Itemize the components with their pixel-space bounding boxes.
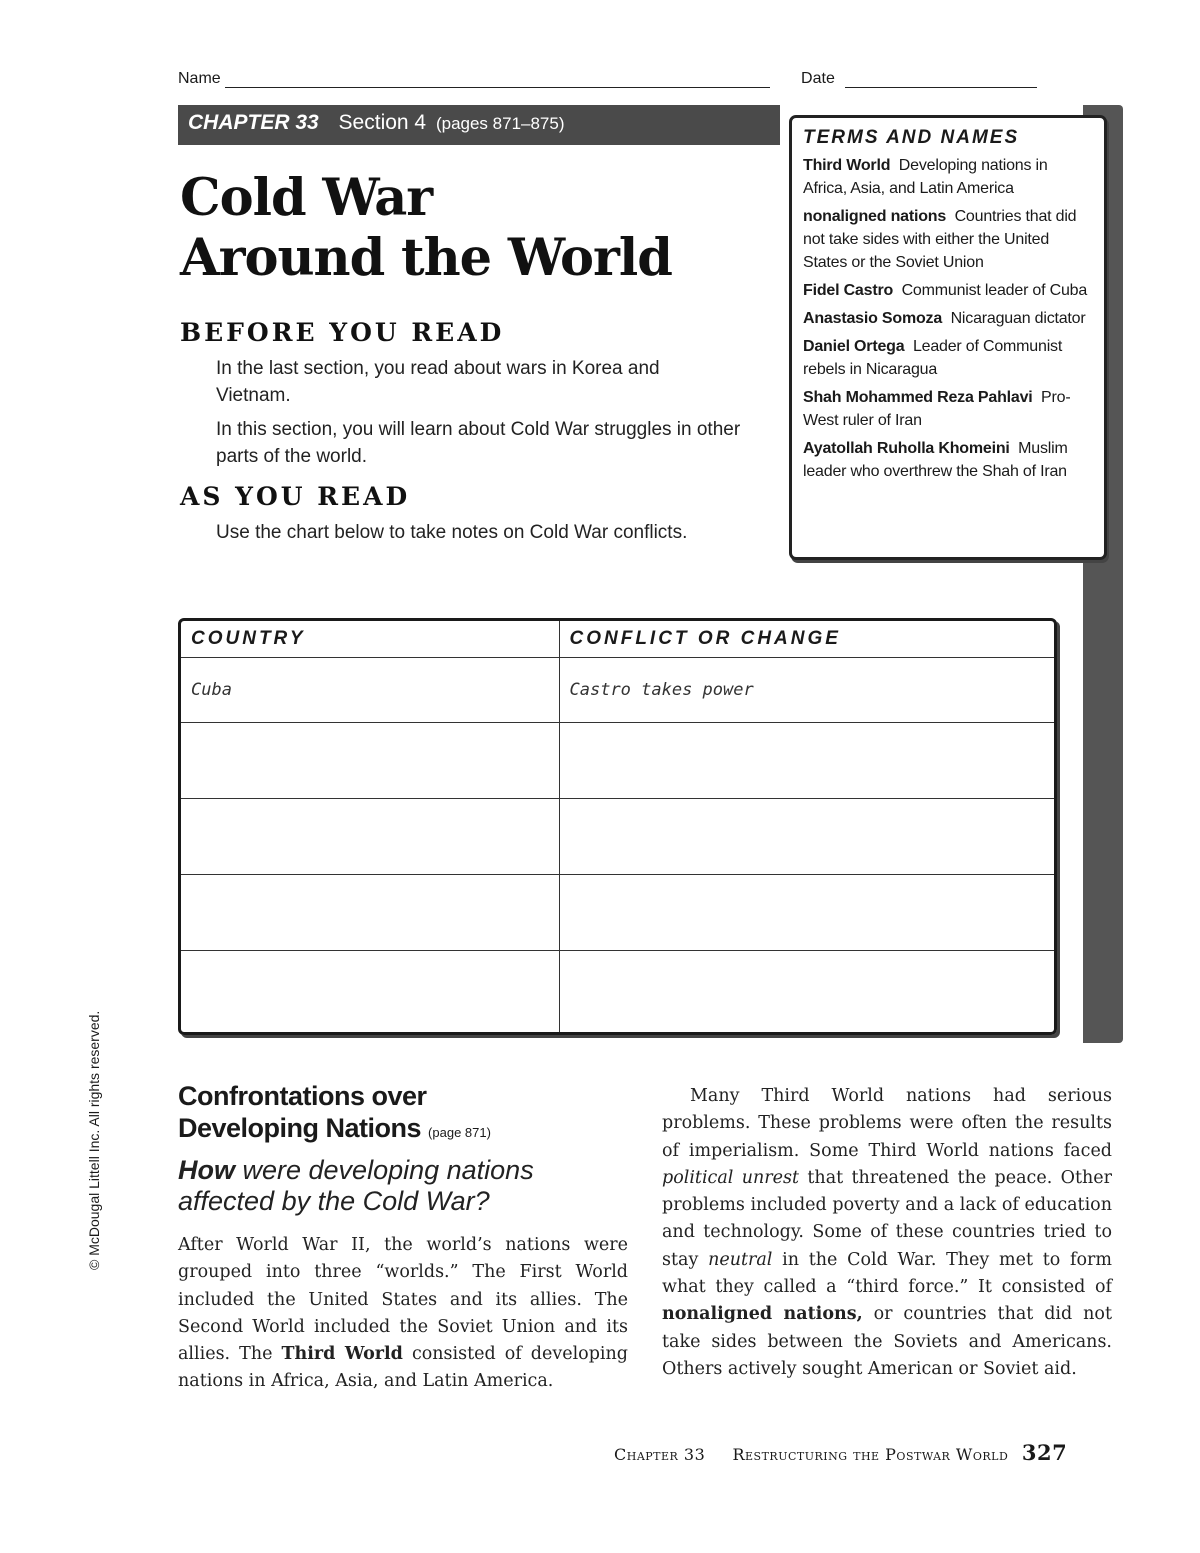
- term-definition: Developing nations in Africa, Asia, and Latin America: [803, 157, 1048, 197]
- term-name: Fidel Castro: [803, 282, 894, 299]
- chart-cell-country[interactable]: [181, 799, 559, 875]
- term-name: Third World: [803, 157, 891, 174]
- terms-and-names-box: [789, 115, 1107, 560]
- term-name: Anastasio Somoza: [803, 310, 943, 327]
- text-run: that threatened the peace. Other problems included poverty and a lack of education and technology. Some of these countries tried to stay: [662, 1167, 1112, 1270]
- as-you-read-p1: Use the chart below to take notes on Cold War conflicts.: [216, 522, 688, 543]
- chart-cell-conflict[interactable]: [559, 723, 1054, 799]
- page-footer: [614, 1440, 1067, 1465]
- term-item: [803, 279, 1094, 302]
- chapter-label: CHAPTER 33: [188, 111, 319, 134]
- term-definition: Nicaraguan dictator: [950, 310, 1086, 327]
- chart-header-conflict: CONFLICT OR CHANGE: [559, 621, 1054, 658]
- name-field[interactable]: [225, 73, 770, 88]
- question-text: were developing nations affected by the Cold War?: [178, 1155, 534, 1216]
- footer-chapter: Chapter 33: [614, 1445, 706, 1464]
- copyright-notice: © McDougal Littell Inc. All rights reserved.: [86, 1010, 102, 1270]
- chart-cell-country[interactable]: [181, 951, 559, 1033]
- section-title-line-2: Developing Nations: [178, 1113, 422, 1143]
- term-item: [803, 205, 1094, 274]
- italic-term: political unrest: [662, 1167, 800, 1188]
- text-run: consisted of developing nations in Africa, Asia, and Latin America.: [178, 1344, 628, 1392]
- bold-term: Third World: [281, 1344, 403, 1365]
- table-row: [181, 951, 1054, 1033]
- text-run: Many Third World nations had serious problems. These problems were often the results of imperialism. Some Third World nations faced: [662, 1086, 1112, 1161]
- term-name: Daniel Ortega: [803, 338, 905, 355]
- term-item: [803, 307, 1094, 330]
- text-run: After World War II, the world’s nations were grouped into three “worlds.” The First World included the United States and its allies. The Second World included the Soviet Union and its allies. The: [178, 1235, 628, 1365]
- chart-cell-conflict[interactable]: [559, 799, 1054, 875]
- term-definition: Countries that did not take sides with either the United States or the Soviet Union: [803, 208, 1077, 271]
- chart-cell-country[interactable]: [181, 875, 559, 951]
- notes-chart: [178, 618, 1057, 1035]
- table-row: [181, 723, 1054, 799]
- page-number: 327: [1021, 1440, 1068, 1465]
- chapter-band: [178, 105, 780, 145]
- name-label: Name: [178, 70, 221, 87]
- bold-term: nonaligned nations,: [662, 1304, 863, 1325]
- before-you-read-p2: In this section, you will learn about Cold War struggles in other parts of the world.: [216, 419, 741, 467]
- terms-heading: TERMS AND NAMES: [803, 127, 1020, 148]
- before-you-read-p1: In the last section, you read about wars in Korea and Vietnam.: [216, 358, 660, 406]
- section-title-line-1: Confrontations over: [178, 1081, 427, 1111]
- term-item: [803, 154, 1094, 200]
- page-title: [180, 168, 672, 288]
- term-item: [803, 335, 1094, 381]
- term-definition: Muslim leader who overthrew the Shah of Iran: [803, 440, 1068, 480]
- before-you-read-heading: BEFORE YOU READ: [180, 318, 505, 347]
- italic-term: neutral: [708, 1249, 773, 1270]
- as-you-read-heading: AS YOU READ: [180, 482, 411, 511]
- text-run: in the Cold War. They met to form what they called a “third force.” It consisted of: [662, 1249, 1112, 1298]
- chart-header-country: COUNTRY: [181, 621, 559, 658]
- table-row: [181, 875, 1054, 951]
- chart-cell-country[interactable]: [181, 723, 559, 799]
- term-definition: Pro-West ruler of Iran: [803, 389, 1071, 429]
- footer-title: Restructuring the Postwar World: [732, 1445, 1009, 1464]
- section-label: Section 4: [338, 111, 427, 134]
- term-name: Ayatollah Ruholla Khomeini: [803, 440, 1010, 457]
- date-label: Date: [801, 70, 835, 87]
- left-column-text: [178, 1232, 628, 1396]
- guiding-question: [178, 1155, 618, 1217]
- section-page-ref: (page 871): [428, 1125, 491, 1140]
- table-row: [181, 658, 1054, 723]
- title-line-1: Cold War: [180, 168, 433, 228]
- term-item: [803, 437, 1094, 483]
- section-heading: [178, 1080, 491, 1149]
- chart-cell-conflict[interactable]: Castro takes power: [559, 658, 1054, 723]
- table-row: [181, 799, 1054, 875]
- question-lead: How: [178, 1155, 235, 1185]
- pages-label: (pages 871–875): [435, 114, 565, 133]
- text-run: or countries that did not take sides between the Soviets and Americans. Others actively sought American or Soviet aid.: [662, 1304, 1112, 1379]
- date-field[interactable]: [845, 73, 1037, 88]
- title-line-2: Around the World: [180, 228, 672, 288]
- name-date-line: [178, 70, 1037, 88]
- term-item: [803, 386, 1094, 432]
- chart-cell-country[interactable]: Cuba: [181, 658, 559, 723]
- term-definition: Leader of Communist rebels in Nicaragua: [803, 338, 1063, 378]
- term-name: nonaligned nations: [803, 208, 947, 225]
- term-definition: Communist leader of Cuba: [901, 282, 1088, 299]
- right-column-text: [662, 1083, 1112, 1383]
- term-name: Shah Mohammed Reza Pahlavi: [803, 389, 1033, 406]
- chart-cell-conflict[interactable]: [559, 875, 1054, 951]
- chart-cell-conflict[interactable]: [559, 951, 1054, 1033]
